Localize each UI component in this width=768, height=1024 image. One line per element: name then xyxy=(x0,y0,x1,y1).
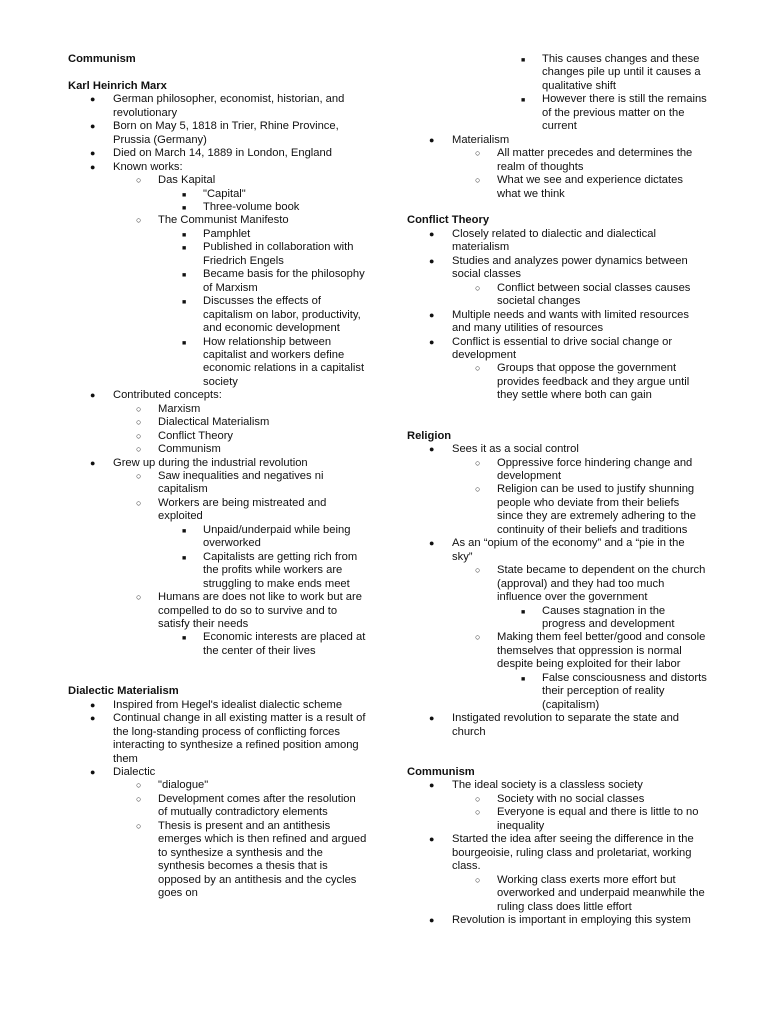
disc-bullet-icon: ● xyxy=(429,228,435,239)
list-item: ○ Conflict between social classes causes societal changes xyxy=(475,281,691,308)
list-item: ○ Dialectical Materialism xyxy=(136,416,270,429)
disc-bullet-icon: ● xyxy=(429,780,435,791)
list-item: ● Studies and analyzes power dynamics between social classes xyxy=(429,254,688,281)
list-item: ○ Making them feel better/good and console themselves that oppression is normal despite being exploited for their labor xyxy=(475,631,706,671)
list-item: ○ What we see and experience dictates what we think xyxy=(475,174,683,200)
circle-bullet-icon: ○ xyxy=(136,592,142,603)
disc-bullet-icon: ● xyxy=(429,538,435,549)
disc-bullet-icon: ● xyxy=(429,834,435,845)
list-item: ■ Became basis for the philosophy of Marxism xyxy=(182,268,365,294)
circle-bullet-icon: ○ xyxy=(475,632,481,643)
list-item: ■ Economic interests are placed at the center of their lives xyxy=(182,631,366,657)
square-bullet-icon: ■ xyxy=(182,191,187,199)
disc-bullet-icon: ● xyxy=(429,134,435,145)
square-bullet-icon: ■ xyxy=(521,57,526,64)
list-item: ○ Communism xyxy=(136,443,221,456)
list-item: ■ Discusses the effects of capitalism on labor, productivity, and economic development xyxy=(182,295,361,335)
circle-bullet-icon: ○ xyxy=(475,457,481,468)
dialectic-list-part2 xyxy=(407,53,707,201)
list-item: ○ Marxism xyxy=(136,402,201,415)
list-item: ● Materialism xyxy=(429,133,510,146)
list-item: ● Conflict is essential to drive social change or development xyxy=(429,335,673,361)
list-item: ○ State became to dependent on the church (approval) and they had too much influence over the government xyxy=(475,564,706,604)
disc-bullet-icon: ● xyxy=(90,457,96,468)
square-bullet-icon: ■ xyxy=(182,272,187,280)
circle-bullet-icon: ○ xyxy=(475,874,481,885)
list-item: ○ Thesis is present and an antithesis emerges which is then refined and argued to synthesize a synthesis and the synthesis becomes a thesis that is opposed by an antithesis and the cycles goes on xyxy=(136,819,367,900)
square-bullet-icon: ■ xyxy=(182,231,187,239)
list-item: ● German philosopher, economist, historian, and revolutionary xyxy=(90,93,345,119)
list-item: ■ However there is still the remains of the previous matter on the current xyxy=(521,93,707,133)
circle-bullet-icon: ○ xyxy=(136,793,142,804)
circle-bullet-icon: ○ xyxy=(475,148,481,159)
list-item: ● Died on March 14, 1889 in London, England xyxy=(90,147,332,160)
list-item: ○ Das Kapital xyxy=(136,174,216,187)
list-item: ○ Development comes after the resolution of mutually contradictory elements xyxy=(136,792,356,819)
disc-bullet-icon: ● xyxy=(90,699,96,710)
list-item: ■ Pamphlet xyxy=(68,228,368,241)
list-item: ● Continual change in all existing matter is a result of the long-standing process of conflicting forces interacting to synthesize a refined position among them xyxy=(90,712,366,765)
circle-bullet-icon: ○ xyxy=(136,403,142,414)
section-heading-dialectic: Dialectic Materialism xyxy=(68,685,179,698)
list-item: ■ "Capital" xyxy=(68,188,368,201)
list-item: ○ Society with no social classes xyxy=(475,792,645,805)
list-item: ● Dialectic xyxy=(90,765,156,778)
list-item: ○ Working class exerts more effort but overworked and underpaid meanwhile the ruling class does little effort xyxy=(475,873,705,913)
disc-bullet-icon: ● xyxy=(429,444,435,455)
marx-list xyxy=(68,93,368,658)
section-heading-marx: Karl Heinrich Marx xyxy=(68,79,167,92)
disc-bullet-icon: ● xyxy=(90,390,96,401)
list-item: ○ All matter precedes and determines the realm of thoughts xyxy=(475,147,693,173)
circle-bullet-icon: ○ xyxy=(136,780,142,791)
list-item: ● Revolution is important in employing this system xyxy=(429,913,691,926)
section-heading-conflict: Conflict Theory xyxy=(407,214,490,227)
square-bullet-icon: ■ xyxy=(182,299,187,307)
circle-bullet-icon: ○ xyxy=(136,471,142,482)
circle-bullet-icon: ○ xyxy=(136,820,142,831)
page-title: Communism xyxy=(68,53,136,65)
disc-bullet-icon: ● xyxy=(429,309,435,320)
disc-bullet-icon: ● xyxy=(90,766,96,777)
list-item: ● Contributed concepts: xyxy=(90,389,222,402)
square-bullet-icon: ■ xyxy=(521,675,526,683)
square-bullet-icon: ■ xyxy=(182,554,187,562)
list-item: ● Born on May 5, 1818 in Trier, Rhine Province, Prussia (Germany) xyxy=(90,120,339,146)
list-item: ○ Conflict Theory xyxy=(136,429,234,442)
square-bullet-icon: ■ xyxy=(182,635,187,643)
list-item: ■ False consciousness and distorts their perception of reality (capitalism) xyxy=(521,671,707,711)
square-bullet-icon: ■ xyxy=(182,527,187,535)
list-item: ● Instigated revolution to separate the state and church xyxy=(429,712,680,738)
list-item: ● Sees it as a social control xyxy=(429,443,579,456)
circle-bullet-icon: ○ xyxy=(475,484,481,495)
list-item: ■ Unpaid/underpaid while being overworked xyxy=(182,523,351,550)
communism-list xyxy=(407,779,707,927)
list-item: ● Grew up during the industrial revolution xyxy=(90,456,308,469)
left-column xyxy=(68,53,368,901)
right-column xyxy=(407,53,707,927)
disc-bullet-icon: ● xyxy=(429,255,435,266)
section-heading-communism: Communism xyxy=(407,765,475,778)
dialectic-list-part1 xyxy=(68,699,368,901)
list-item: ● Inspired from Hegel's idealist dialectic scheme xyxy=(90,698,343,711)
circle-bullet-icon: ○ xyxy=(136,497,142,508)
list-item: ● Multiple needs and wants with limited resources and many utilities of resources xyxy=(429,308,689,335)
list-item: ○ Everyone is equal and there is little to no inequality xyxy=(475,806,699,832)
list-item: ● As an “opium of the economy” and a “pie in the sky” xyxy=(429,537,685,563)
list-item: ■ This causes changes and these changes pile up until it causes a qualitative shift xyxy=(521,53,701,92)
circle-bullet-icon: ○ xyxy=(475,807,481,818)
list-item: ● Closely related to dialectic and dialectical materialism xyxy=(429,227,656,254)
circle-bullet-icon: ○ xyxy=(475,565,481,576)
square-bullet-icon: ■ xyxy=(521,608,526,616)
square-bullet-icon: ■ xyxy=(521,97,526,105)
list-item: ● The ideal society is a classless society xyxy=(429,779,643,792)
list-item: ○ Workers are being mistreated and exploited xyxy=(136,496,327,523)
circle-bullet-icon: ○ xyxy=(136,430,142,441)
section-heading-religion: Religion xyxy=(407,429,452,442)
conflict-list xyxy=(407,228,707,403)
list-item: ○ "dialogue" xyxy=(136,779,209,792)
circle-bullet-icon: ○ xyxy=(136,417,142,428)
circle-bullet-icon: ○ xyxy=(136,215,142,226)
list-item: ○ The Communist Manifesto xyxy=(136,214,289,227)
circle-bullet-icon: ○ xyxy=(136,175,142,186)
circle-bullet-icon: ○ xyxy=(136,444,142,455)
list-item: ■ Causes stagnation in the progress and development xyxy=(521,604,675,630)
list-item: ■ Capitalists are getting rich from the profits while workers are struggling to make ends meet xyxy=(182,550,358,590)
disc-bullet-icon: ● xyxy=(90,148,96,159)
list-item: ● Started the idea after seeing the difference in the bourgeoisie, ruling class and proletariat, working class. xyxy=(429,833,694,873)
square-bullet-icon: ■ xyxy=(182,204,187,212)
disc-bullet-icon: ● xyxy=(90,713,96,724)
list-item: ○ Saw inequalities and negatives ni capitalism xyxy=(136,470,324,496)
circle-bullet-icon: ○ xyxy=(475,793,481,804)
disc-bullet-icon: ● xyxy=(90,121,96,132)
circle-bullet-icon: ○ xyxy=(475,175,481,186)
list-item: ■ Published in collaboration with Friedrich Engels xyxy=(182,241,354,267)
circle-bullet-icon: ○ xyxy=(475,363,481,374)
list-item: ○ Groups that oppose the government provides feedback and they argue until they settle where both can gain xyxy=(475,362,690,402)
circle-bullet-icon: ○ xyxy=(475,282,481,293)
disc-bullet-icon: ● xyxy=(429,713,435,724)
list-item: ○ Religion can be used to justify shunning people who deviate from their beliefs since they are extremely adhering to the continuity of their beliefs and traditions xyxy=(475,483,696,536)
disc-bullet-icon: ● xyxy=(429,336,435,347)
square-bullet-icon: ■ xyxy=(182,339,187,347)
disc-bullet-icon: ● xyxy=(90,161,96,172)
list-item: ■ Three-volume book xyxy=(68,201,368,214)
list-item: ● Known works: xyxy=(90,160,183,173)
disc-bullet-icon: ● xyxy=(90,94,96,105)
list-item: ○ Humans are does not like to work but are compelled to do so to survive and to satisfy their needs xyxy=(136,591,362,631)
religion-list xyxy=(407,443,707,739)
list-item: ○ Oppressive force hindering change and development xyxy=(475,456,693,483)
list-item: ■ How relationship between capitalist and workers define economic relations in a capitalist society xyxy=(182,335,365,388)
disc-bullet-icon: ● xyxy=(429,914,435,925)
square-bullet-icon: ■ xyxy=(182,245,187,253)
